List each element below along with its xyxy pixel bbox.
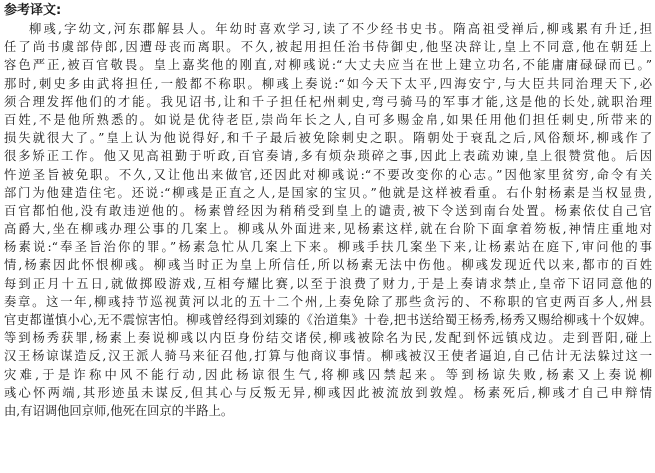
translation-line: 任了尚书虞部侍郎,因遭母丧而离职。不久,被起用担任治书侍御史,他坚决辞让,皇上不同意,他在朝廷上 [4, 40, 652, 55]
translation-line: 柳彧,字幼文,河东郡解县人。年幼时喜欢学习,读了不少经书史书。隋高祖受禅后,柳彧累有升迁,担 [29, 22, 652, 36]
translation-line: 灾难,于是诈称中风不能行动,因此杨谅很生气,将柳彧囚禁起来。等到杨谅失败,杨素又上奏说柳 [4, 367, 652, 382]
translation-line: 百姓,不是他所熟悉的。如说是优待老臣,崇尚年长之人,自可多赐金帛,如果任用他们担任刺史,所带来的 [4, 112, 652, 127]
translation-line: 官吏都谨慎小心,无不震惊害怕。柳彧曾经得到刘臻的《治道集》十卷,把书送给蜀王杨秀,杨秀又赐给柳彧十个奴婢。 [4, 313, 652, 327]
translation-line: 由,有诏调他回京师,他死在回京的半路上。 [4, 403, 234, 418]
translation-line: 容色严正,被百官敬畏。皇上嘉奖他的刚直,对柳彧说:“大丈夫应当在世上建立功名,不能庸庸碌碌而已。” [4, 58, 652, 73]
translation-line: 须合理发挥他们的才能。我见诏书,让和千子担任杞州刺史,弯弓骑马的军事才能,这是他的长处,就职治理 [4, 94, 652, 109]
translation-line: 每到正月十五日,就做掷殴游戏,互相夸耀比赛,以至于浪费了财力,于是上奏请求禁止,皇帝下诏同意他的 [4, 276, 652, 291]
translation-line: 损失就很大了。”皇上认为他说得好,和千子最后被免除刺史之职。隋朝处于衰乱之后,风俗颓坏,柳彧作了 [4, 131, 652, 146]
translation-body [4, 20, 652, 420]
translation-line: 汉王杨谅谋造反,汉王派人骑马来征召他,打算与他商议事情。柳彧被汉王使者逼迫,自己估计无法躲过这一 [4, 349, 652, 364]
translation-line: 百官都怕他,没有敢违逆他的。杨素曾经因为稍稍受到皇上的谴责,被下令送到南台处置。杨素依仗自己官 [4, 203, 652, 218]
translation-line: 奏章。这一年,柳彧持节巡视黄河以北的五十二个州,上奏免除了那些贪污的、不称职的官吏两百多人,州县 [4, 294, 652, 309]
translation-line: 杨素说:“奉圣旨治你的罪。”杨素急忙从几案上下来。柳彧手扶几案坐下来,让杨素站在庭下,审问他的事 [4, 240, 652, 255]
translation-line: 那时,刺史多由武将担任,一般都不称职。柳彧上奏说:“如今天下太平,四海安宁,与大臣共同治理天下,必 [4, 76, 652, 91]
translation-line: 情,杨素因此怀恨柳彧。柳彧当时正为皇上所信任,所以杨素无法中伤他。柳彧发现近代以来,都市的百姓 [4, 258, 652, 273]
translation-line: 忤逆圣旨被免职。不久,又让他出来做官,还因此对柳彧说:“不要改变你的心志。”因他家里贫穷,命令有关 [4, 167, 652, 182]
translation-page [4, 2, 652, 471]
translation-line: 等到杨秀获罪,杨素上奏说柳彧以内臣身份结交诸侯,柳彧被除名为民,发配到怀远镇戍边。走到晋阳,碰上 [4, 331, 652, 346]
translation-line: 高爵大,坐在柳彧办理公事的几案上。柳彧从外面进来,见杨素这样,就在台阶下面拿着笏板,神情庄重地对 [4, 222, 652, 237]
reference-translation-heading: 参考译文: [4, 3, 62, 18]
translation-line: 部门为他建造住宅。还说:“柳彧是正直之人,是国家的宝贝。”他就是这样被看重。右仆射杨素是当权显贵, [4, 185, 652, 200]
translation-line: 彧心怀两端,其形迹虽未谋反,但其心与反叛无异,柳彧因此被流放到敦煌。杨素死后,柳彧才自己申辩情 [4, 385, 652, 400]
translation-line: 很多矫正工作。他又见高祖勤于听政,百官奏请,多有烦杂琐碎之事,因此上表疏劝谏,皇上很赞赏他。后因 [4, 149, 652, 164]
